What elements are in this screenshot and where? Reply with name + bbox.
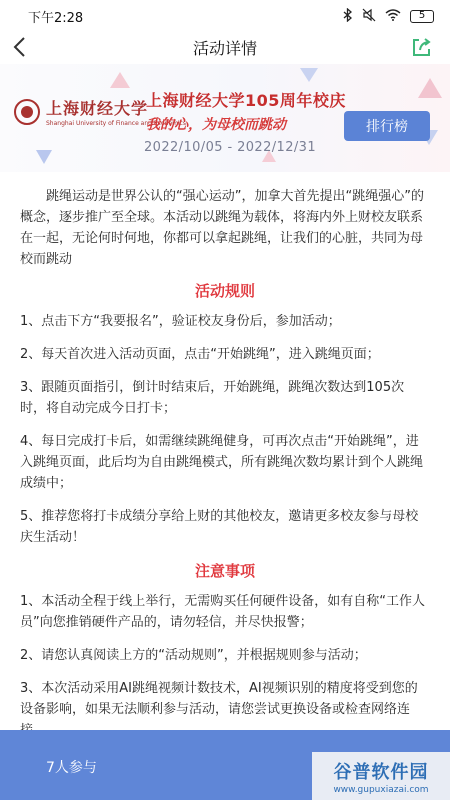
wifi-icon xyxy=(385,9,401,24)
rule-item: 3、跟随页面指引，倒计时结束后，开始跳绳，跳绳次数达到105次时，将自动完成今日打卡； xyxy=(20,380,405,416)
logo-chinese-name: 上海财经大学 xyxy=(46,99,149,118)
activity-content xyxy=(0,186,450,741)
nav-bar xyxy=(0,32,450,62)
bottom-bar xyxy=(0,730,450,800)
bluetooth-icon xyxy=(343,8,353,25)
notes-section-title: 注意事项 xyxy=(194,562,255,580)
banner-title: 上海财经大学105周年校庆 xyxy=(146,91,346,110)
status-bar xyxy=(0,0,450,32)
banner-decoration xyxy=(36,150,52,164)
banner-slogan: 我的心，为母校而跳动 xyxy=(146,117,286,133)
rules-section-title: 活动规则 xyxy=(194,282,255,300)
note-item: 1、本活动全程于线上举行，无需购买任何硬件设备，如有自称“工作人员”向您推销硬件产品的，请勿轻信，并尽快报警； xyxy=(20,594,426,630)
back-arrow-icon[interactable] xyxy=(12,32,36,62)
watermark-url: www.gupuxiazai.com xyxy=(333,784,429,795)
banner-decoration xyxy=(418,78,442,98)
note-item: 2、请您认真阅读上方的“活动规则”，并根据规则参与活动； xyxy=(20,648,367,663)
leaderboard-button[interactable]: 排行榜 xyxy=(344,111,430,141)
banner-decoration xyxy=(110,72,130,88)
rule-item: 2、每天首次进入活动页面，点击“开始跳绳”，进入跳绳页面； xyxy=(20,347,380,362)
mute-icon xyxy=(362,8,376,25)
university-seal-icon xyxy=(14,99,40,125)
share-icon[interactable] xyxy=(410,34,434,60)
activity-dates: 2022/10/05 - 2022/12/31 xyxy=(144,140,317,155)
watermark xyxy=(312,752,450,800)
page-title: 活动详情 xyxy=(192,38,257,58)
intro-paragraph: 跳绳运动是世界公认的“强心运动”，加拿大首先提出“跳绳强心”的概念，逐步推广至全球。本活动以跳绳为载体，将海内外上财校友联系在一起，无论何时何地，你都可以拿起跳绳，让我们的心脏，共同为母校而跳动 xyxy=(20,189,424,267)
rule-item: 4、每日完成打卡后，如需继续跳绳健身，可再次点击“开始跳绳”，进入跳绳页面，此后均为自由跳绳模式，所有跳绳次数均累计到个人跳绳成绩中； xyxy=(20,434,424,491)
watermark-name: 谷普软件园 xyxy=(333,761,429,783)
rule-item: 1、点击下方“我要报名”，验证校友身份后，参加活动； xyxy=(20,314,341,329)
logo-english-name: Shanghai University of Finance and Economics xyxy=(46,120,187,127)
status-time: 下午2:28 xyxy=(28,10,84,26)
participant-count: 7人参与 xyxy=(46,760,97,776)
rule-item: 5、推荐您将打卡成绩分享给上财的其他校友，邀请更多校友参与母校庆生活动！ xyxy=(20,509,419,545)
status-icons xyxy=(343,8,434,25)
battery-icon: 5 xyxy=(410,10,434,23)
note-item: 3、本次活动采用AI跳绳视频计数技术，AI视频识别的精度将受到您的设备影响，如果无法顺利参与活动，请您尝试更换设备或检查网络连 xyxy=(20,681,418,717)
banner-decoration xyxy=(300,68,318,82)
